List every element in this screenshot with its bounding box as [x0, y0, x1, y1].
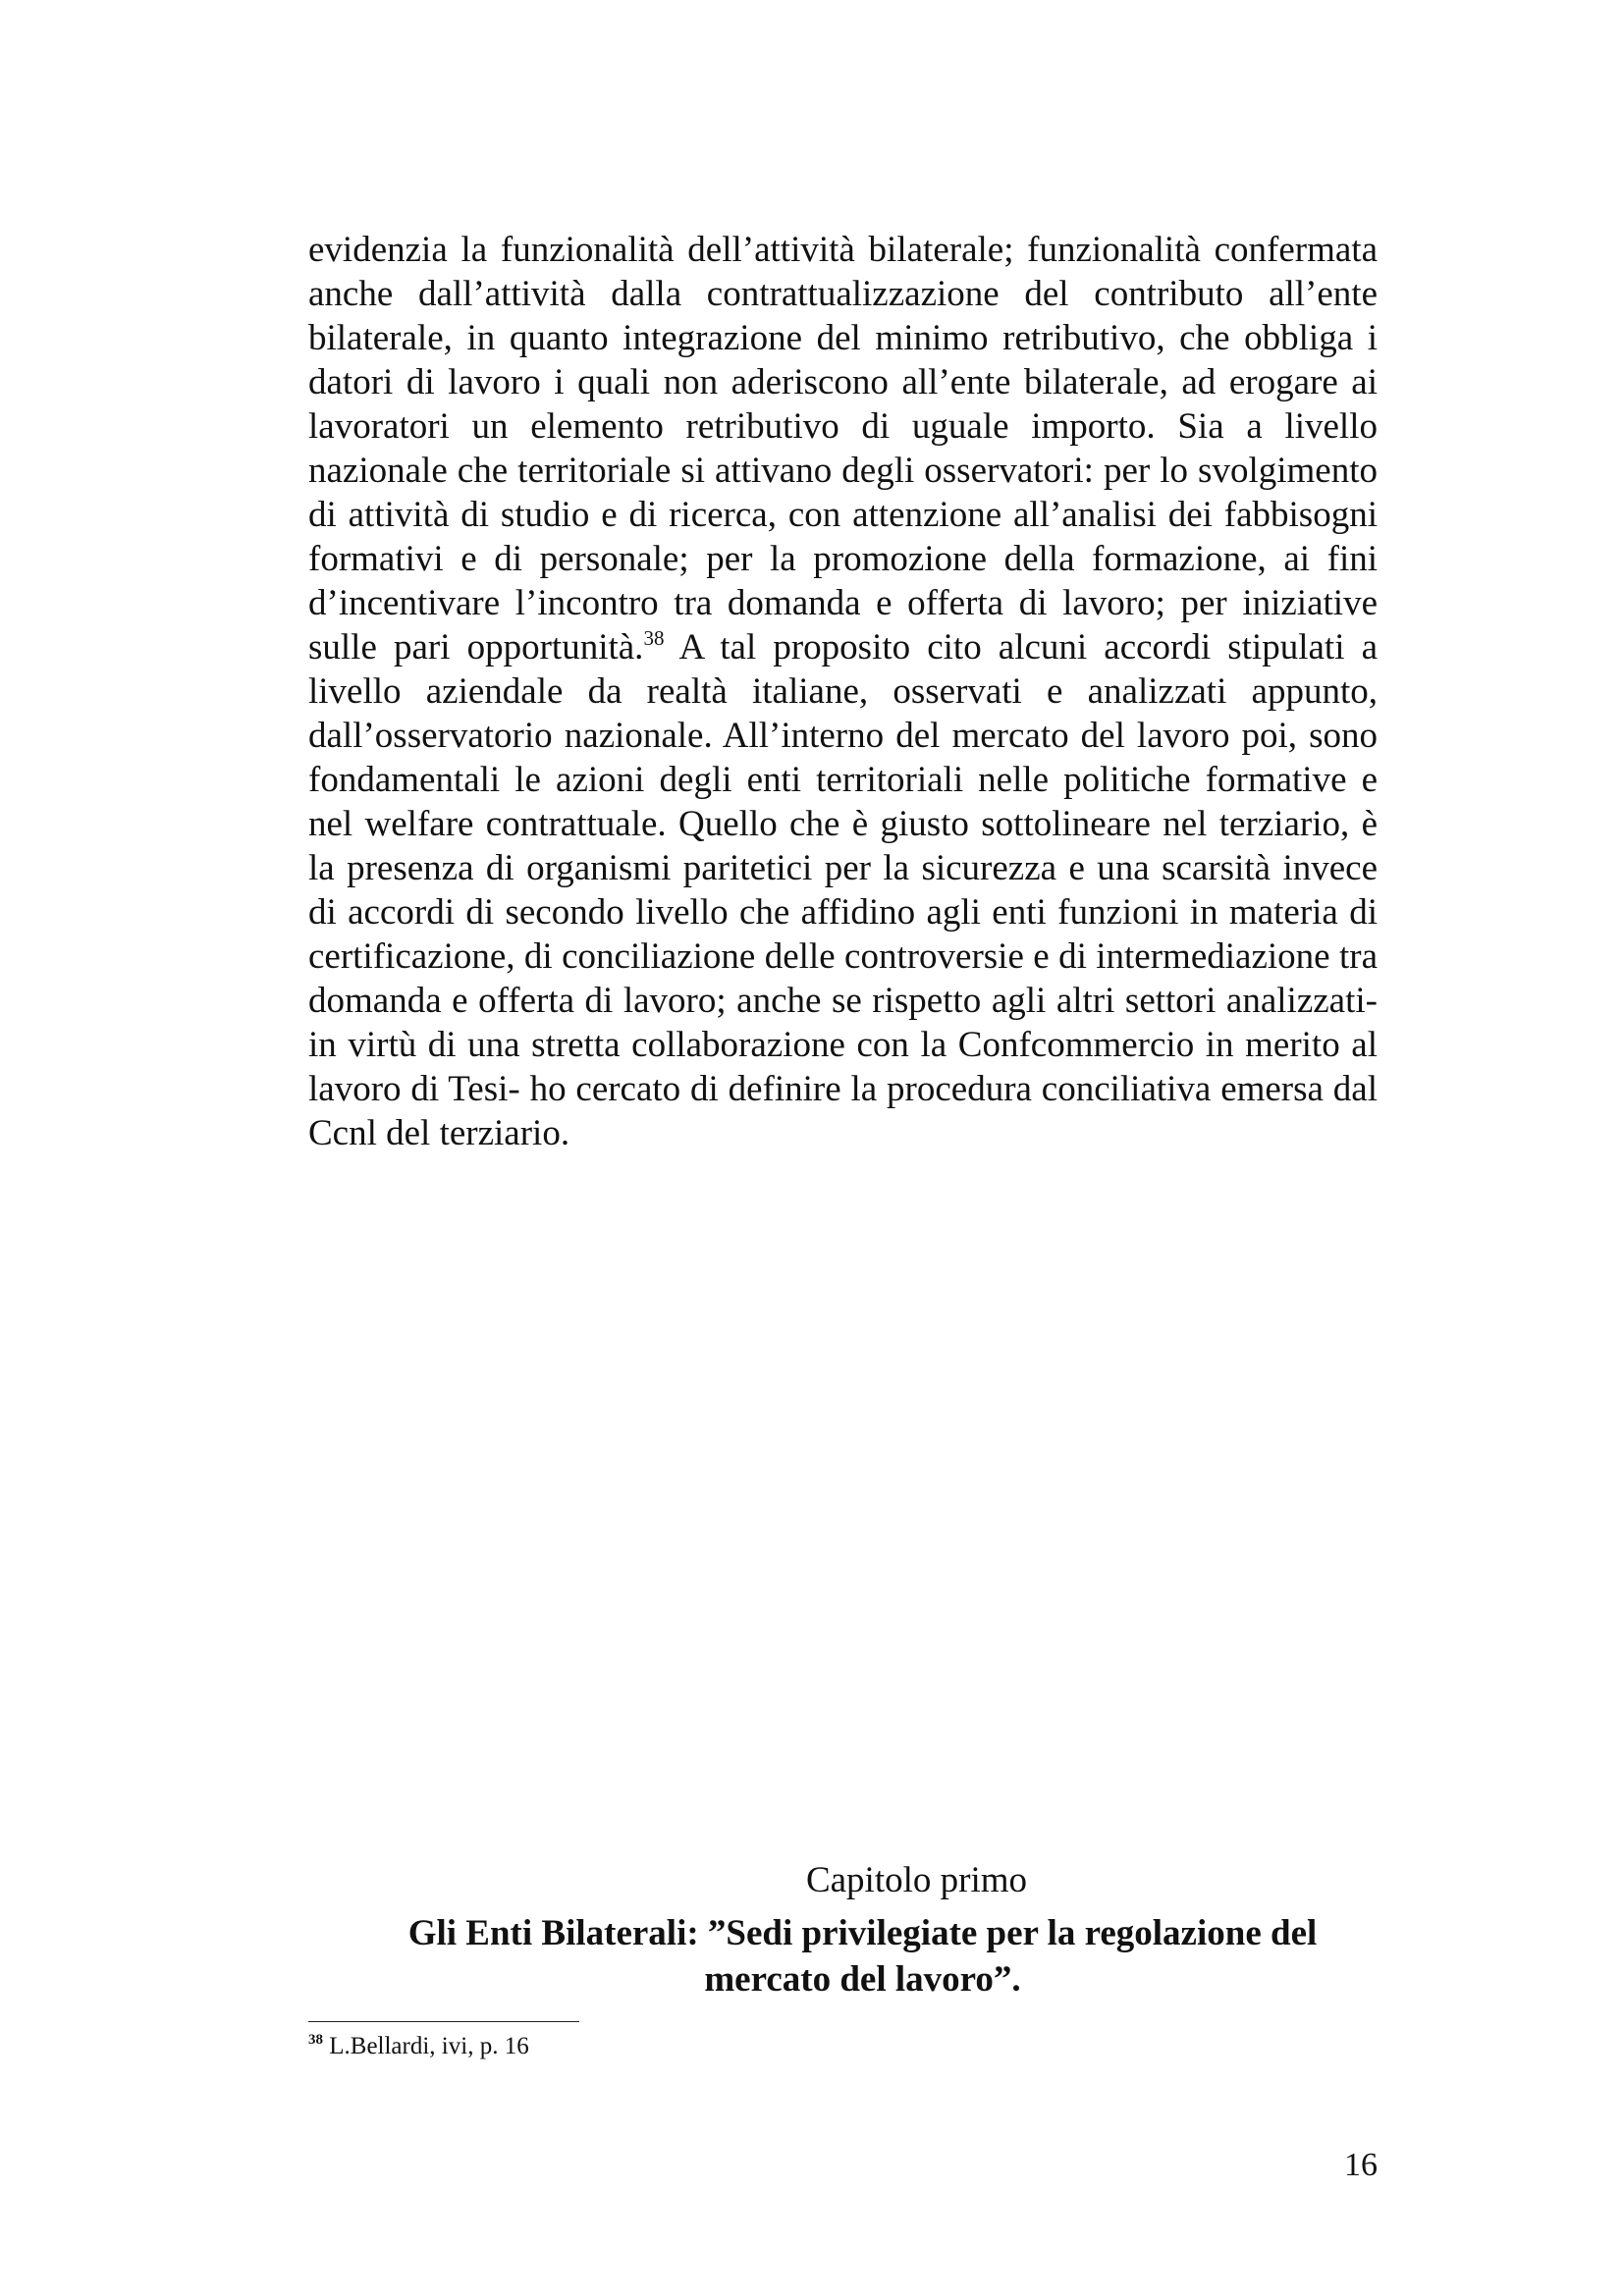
body-text-part-1: evidenzia la funzionalità dell’attività bilaterale; funzionalità confermata anche dall’attività dalla contrattualizzazione del contributo all’ente bilaterale, in quanto integrazione del minimo retributivo, che obbliga i datori di lavoro i quali non aderiscono all’ente bilaterale, ad erogare ai lavoratori un elemento retributivo di uguale importo. Sia a livello nazionale che territoriale si attivano degli osservatori: per lo svolgimento di attività di studio e di ricerca, con attenzione all’analisi dei fabbisogni formativi e di personale; per la promozione della formazione, ai fini d’incentivare l’incontro tra domanda e offerta di lavoro; per iniziative sulle pari opportunità. — [308, 230, 1378, 667]
footnote-reference[interactable]: 38 — [643, 626, 665, 650]
footnote-text: L.Bellardi, ivi, p. 16 — [323, 2033, 529, 2059]
body-text-part-2: A tal proposito cito alcuni accordi stipulati a livello aziendale da realtà italiane, osservati e analizzati appunto, dall’osservatorio nazionale. All’interno del mercato del lavoro poi, sono fondamentali le azioni degli enti territoriali nelle politiche formative e nel welfare contrattuale. Quello che è giusto sottolineare nel terziario, è la presenza di organismi paritetici per la sicurezza e una scarsità invece di accordi di secondo livello che affidino agli enti funzioni in materia di certificazione, di conciliazione delle controversie e di intermediazione tra domanda e offerta di lavoro; anche se rispetto agli altri settori analizzati- in virtù di una stretta collaborazione con la Confcommercio in merito al lavoro di Tesi- ho cercato di definire la procedura conciliativa emersa dal Ccnl del terziario. — [308, 627, 1378, 1153]
chapter-label: Capitolo primo — [805, 1860, 1028, 1900]
footnote-separator — [308, 2021, 579, 2022]
page-number: 16 — [1344, 2147, 1378, 2183]
chapter-title-line-1: Gli Enti Bilaterali: ”Sedi privilegiate per la regolazione del — [407, 1913, 1318, 1953]
footnote — [308, 2032, 529, 2061]
chapter-title-line-2: mercato del lavoro”. — [704, 1959, 1021, 2000]
chapter-title — [308, 1910, 1378, 2002]
footnote-number: 38 — [308, 2032, 323, 2048]
body-paragraph — [308, 228, 1378, 1155]
